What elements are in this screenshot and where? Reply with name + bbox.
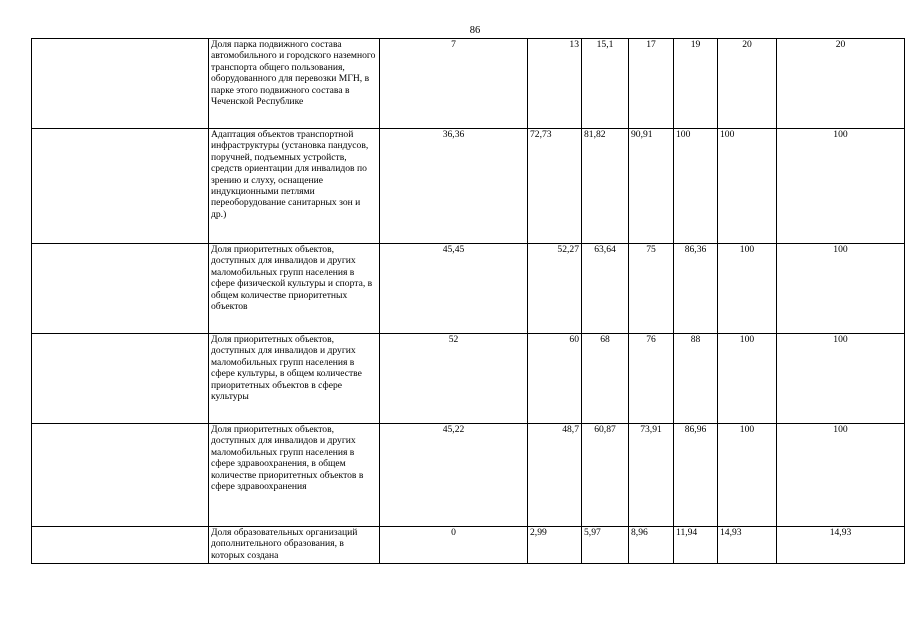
- indicator-name-cell: Доля приоритетных объектов, доступных для инвалидов и других маломобильных групп населения в сфере здравоохранения, в общем количестве приоритетных объектов в сфере здравоохранения: [209, 424, 380, 527]
- table-row: [32, 129, 905, 244]
- blank-cell: [32, 244, 209, 334]
- blank-cell: [32, 424, 209, 527]
- blank-cell: [32, 39, 209, 129]
- value-cell: 72,73: [528, 129, 582, 244]
- value-cell: 68: [582, 334, 629, 424]
- value-cell: 86,36: [674, 244, 718, 334]
- indicator-name-cell: Доля парка подвижного состава автомобильного и городского наземного транспорта общего пользования, оборудованного для перевозки МГН, в парке этого подвижного состава в Чеченской Республике: [209, 39, 380, 129]
- table-row: [32, 527, 905, 564]
- value-cell: 63,64: [582, 244, 629, 334]
- value-cell: 36,36: [380, 129, 528, 244]
- value-cell: 88: [674, 334, 718, 424]
- indicator-name-cell: Доля приоритетных объектов, доступных для инвалидов и других маломобильных групп населения в сфере культуры, в общем количестве приоритетных объектов в сфере культуры: [209, 334, 380, 424]
- table-row: [32, 424, 905, 527]
- value-cell: 100: [777, 129, 905, 244]
- value-cell: 73,91: [629, 424, 674, 527]
- value-cell: 14,93: [777, 527, 905, 564]
- value-cell: 45,22: [380, 424, 528, 527]
- value-cell: 100: [777, 244, 905, 334]
- value-cell: 14,93: [718, 527, 777, 564]
- indicators-table: [31, 38, 905, 564]
- blank-cell: [32, 334, 209, 424]
- value-cell: 100: [674, 129, 718, 244]
- value-cell: 100: [718, 244, 777, 334]
- value-cell: 100: [718, 424, 777, 527]
- value-cell: 19: [674, 39, 718, 129]
- table-row: [32, 334, 905, 424]
- value-cell: 100: [718, 334, 777, 424]
- value-cell: 0: [380, 527, 528, 564]
- value-cell: 45,45: [380, 244, 528, 334]
- value-cell: 52,27: [528, 244, 582, 334]
- value-cell: 15,1: [582, 39, 629, 129]
- table-row: [32, 39, 905, 129]
- value-cell: 100: [718, 129, 777, 244]
- value-cell: 76: [629, 334, 674, 424]
- value-cell: 90,91: [629, 129, 674, 244]
- value-cell: 20: [777, 39, 905, 129]
- value-cell: 11,94: [674, 527, 718, 564]
- value-cell: 60,87: [582, 424, 629, 527]
- value-cell: 17: [629, 39, 674, 129]
- value-cell: 75: [629, 244, 674, 334]
- indicator-name-cell: Доля образовательных организаций дополнительного образования, в которых создана: [209, 527, 380, 564]
- blank-cell: [32, 129, 209, 244]
- value-cell: 2,99: [528, 527, 582, 564]
- value-cell: 20: [718, 39, 777, 129]
- value-cell: 100: [777, 424, 905, 527]
- value-cell: 48,7: [528, 424, 582, 527]
- value-cell: 86,96: [674, 424, 718, 527]
- value-cell: 5,97: [582, 527, 629, 564]
- value-cell: 52: [380, 334, 528, 424]
- indicator-name-cell: Адаптация объектов транспортной инфраструктуры (установка пандусов, поручней, подъемных устройств, средств ориентации для инвалидов по зрению и слуху, оснащение индукционными петлями переоборудование санитарных зон и др.): [209, 129, 380, 244]
- value-cell: 60: [528, 334, 582, 424]
- indicator-name-cell: Доля приоритетных объектов, доступных для инвалидов и других маломобильных групп населения в сфере физической культуры и спорта, в общем количестве приоритетных объектов: [209, 244, 380, 334]
- table-row: [32, 244, 905, 334]
- value-cell: 81,82: [582, 129, 629, 244]
- blank-cell: [32, 527, 209, 564]
- value-cell: 8,96: [629, 527, 674, 564]
- page-number: 86: [469, 25, 481, 36]
- value-cell: 100: [777, 334, 905, 424]
- value-cell: 7: [380, 39, 528, 129]
- value-cell: 13: [528, 39, 582, 129]
